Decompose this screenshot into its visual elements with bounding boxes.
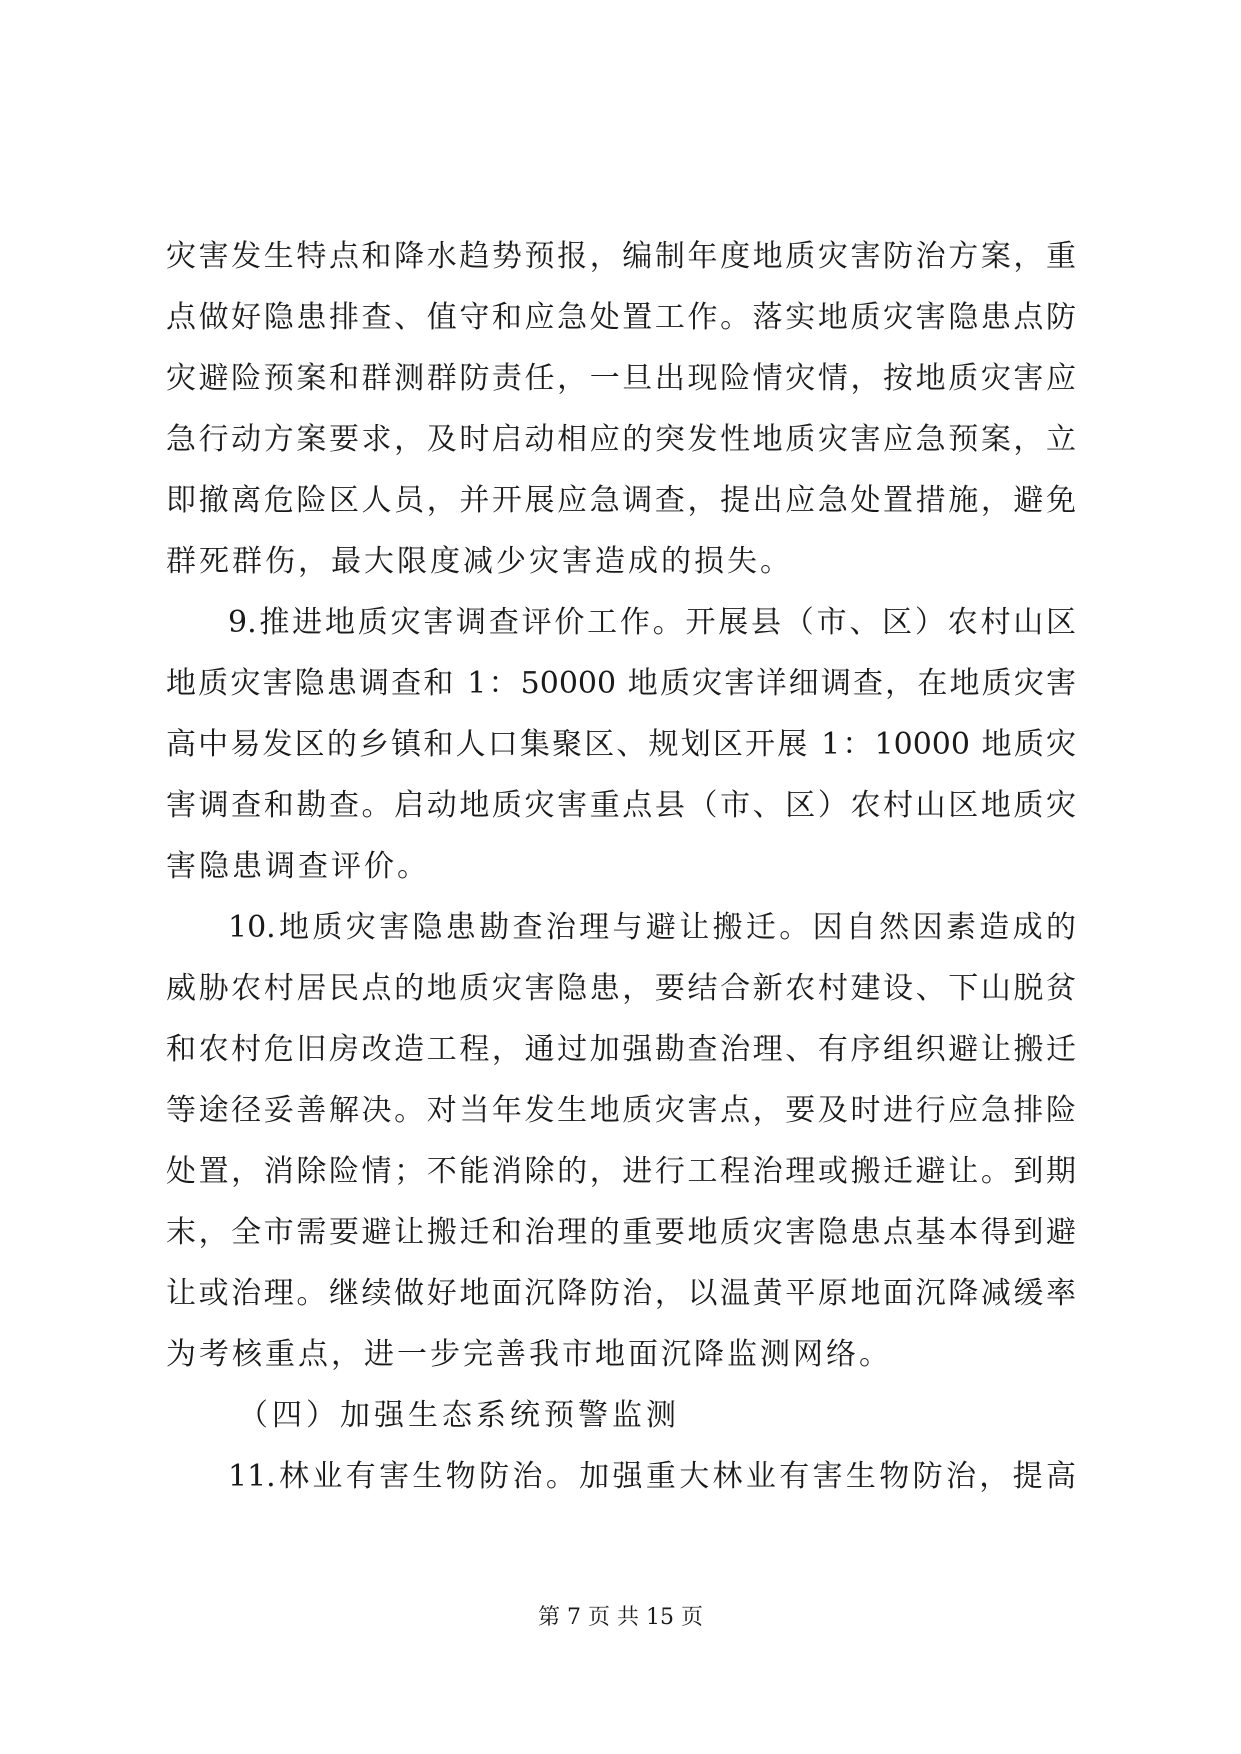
text-line: 急行动方案要求，及时启动相应的突发性地质灾害应急预案，立 bbox=[166, 422, 1076, 457]
text-line: 等途径妥善解决。对当年发生地质灾害点，要及时进行应急排险 bbox=[166, 1093, 1076, 1128]
text-line: 9.推进地质灾害调查评价工作。开展县（市、区）农村山区 bbox=[228, 605, 1076, 640]
text-line: 末，全市需要避让搬迁和治理的重要地质灾害隐患点基本得到避 bbox=[166, 1215, 1076, 1250]
text-line: 灾害发生特点和降水趋势预报，编制年度地质灾害防治方案，重 bbox=[166, 239, 1076, 274]
text-line: 11.林业有害生物防治。加强重大林业有害生物防治，提高 bbox=[228, 1459, 1076, 1494]
text-line: 高中易发区的乡镇和人口集聚区、规划区开展 1：10000 地质灾 bbox=[166, 727, 1076, 762]
section-heading: （四）加强生态系统预警监测 bbox=[238, 1398, 680, 1433]
text-line: 地质灾害隐患调查和 1：50000 地质灾害详细调查，在地质灾害 bbox=[166, 666, 1076, 701]
page-footer: 第 7 页 共 15 页 bbox=[538, 1605, 703, 1630]
text-line: 害调查和勘查。启动地质灾害重点县（市、区）农村山区地质灾 bbox=[166, 788, 1076, 823]
text-line: 处置，消除险情；不能消除的，进行工程治理或搬迁避让。到期 bbox=[166, 1154, 1076, 1189]
text-line: 和农村危旧房改造工程，通过加强勘查治理、有序组织避让搬迁 bbox=[166, 1032, 1076, 1067]
text-line: 10.地质灾害隐患勘查治理与避让搬迁。因自然因素造成的 bbox=[228, 910, 1076, 945]
text-line: 威胁农村居民点的地质灾害隐患，要结合新农村建设、下山脱贫 bbox=[166, 971, 1076, 1006]
text-line: 灾避险预案和群测群防责任，一旦出现险情灾情，按地质灾害应 bbox=[166, 361, 1076, 396]
text-line: 群死群伤，最大限度减少灾害造成的损失。 bbox=[166, 544, 793, 579]
text-line: 害隐患调查评价。 bbox=[166, 849, 430, 884]
body-text bbox=[166, 226, 1076, 1507]
text-line: 点做好隐患排查、值守和应急处置工作。落实地质灾害隐患点防 bbox=[166, 300, 1076, 335]
text-line: 为考核重点，进一步完善我市地面沉降监测网络。 bbox=[166, 1337, 892, 1372]
text-line: 即撤离危险区人员，并开展应急调查，提出应急处置措施，避免 bbox=[166, 483, 1076, 518]
text-line: 让或治理。继续做好地面沉降防治，以温黄平原地面沉降减缓率 bbox=[166, 1276, 1076, 1311]
